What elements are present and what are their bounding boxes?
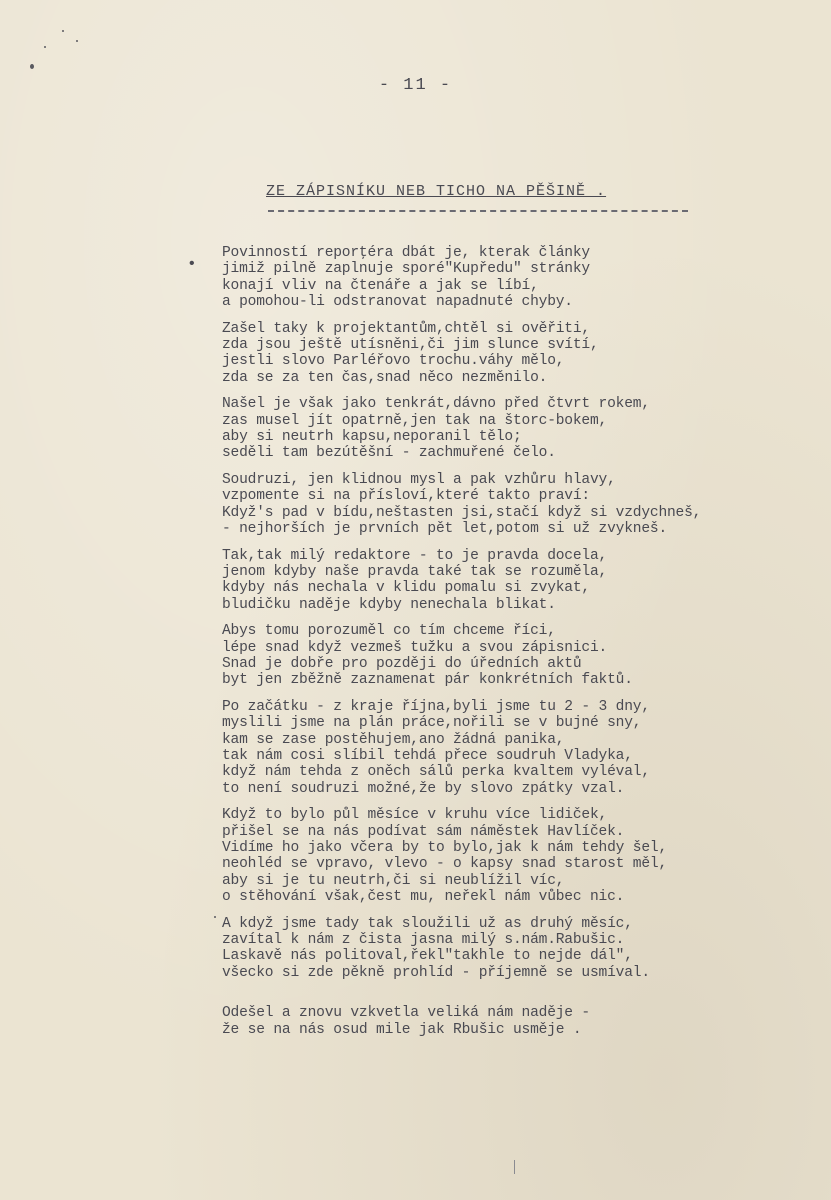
stanza xyxy=(222,807,822,905)
poem-line: neohléd se vpravo, vlevo - o kapsy snad starost měl, xyxy=(222,856,667,873)
poem-line: lépe snad když vezmeš tužku a svou zápisnici. xyxy=(222,639,608,656)
poem-line: Povinností reporţéra dbát je, kterak články xyxy=(222,245,590,261)
poem-line: Našel je však jako tenkrát,dávno před čtvrt rokem, xyxy=(222,396,650,413)
poem-line: bludičku naděje kdyby nenechala blikat. xyxy=(222,596,556,613)
poem-line: konají vliv na čtenáře a jak se líbí, xyxy=(222,277,539,294)
poem-line: přišel se na nás podívat sám náměstek Havlíček. xyxy=(222,823,625,840)
stanza xyxy=(222,321,822,387)
poem-line: - nejhorších je prvních pět let,potom si už zvykneš. xyxy=(222,521,667,538)
margin-mark xyxy=(514,1160,515,1174)
stanza xyxy=(222,1005,822,1038)
poem-line: zda jsou ještě utísněni,či jim slunce svítí, xyxy=(222,337,599,354)
ink-speck xyxy=(44,46,46,48)
poem-line: zda se za ten čas,snad něco nezměnilo. xyxy=(222,369,548,386)
poem-line: Soudruzi, jen klidnou mysl a pak vzhůru hlavy, xyxy=(222,471,616,488)
stanza xyxy=(222,548,822,614)
poem-line: jestli slovo Parléřovo trochu.váhy mělo, xyxy=(222,353,565,370)
stanza xyxy=(222,699,822,797)
poem-line: aby si je tu neutrh,či si neublížil víc, xyxy=(222,872,565,889)
poem-line: myslili jsme na plán práce,nořili se v bujné sny, xyxy=(222,715,642,732)
margin-dot: • xyxy=(187,255,197,273)
ink-speck xyxy=(214,916,216,918)
stanza xyxy=(222,623,822,689)
poem-line: zas musel jít opatrně,jen tak na štorc-bokem, xyxy=(222,412,608,429)
poem-line: a pomohou-li odstranovat napadnuté chyby. xyxy=(222,294,573,311)
poem-line: Laskavě nás politoval,řekl"takhle to nejde dál", xyxy=(222,948,633,965)
document-title: ZE ZÁPISNÍKU NEB TICHO NA PĚŠINĚ . xyxy=(266,183,607,200)
poem-line: kam se zase postěhujem,ano žádná panika, xyxy=(222,731,565,748)
title-underline-rule xyxy=(268,210,688,212)
poem-line: kdyby nás nechala v klidu pomalu si zvykat, xyxy=(222,580,590,597)
poem-line: Abys tomu porozuměl co tím chceme říci, xyxy=(222,623,556,640)
poem-line: A když jsme tady tak sloužili už as druhý měsíc, xyxy=(222,915,633,932)
poem-line: jimiž pilně zaplnuje sporé"Kupředu" stránky xyxy=(222,261,590,278)
poem-line: Když's pad v bídu,neštasten jsi,stačí když si vzdychneš, xyxy=(222,504,702,521)
poem-line: Tak,tak milý redaktore - to je pravda docela, xyxy=(222,547,608,564)
poem-line: Po začátku - z kraje října,byli jsme tu 2 - 3 dny, xyxy=(222,698,650,715)
poem-line: Vidíme ho jako včera by to bylo,jak k nám tehdy šel, xyxy=(222,840,667,856)
poem-line: to není soudruzi možné,že by slovo zpátky vzal. xyxy=(222,780,625,797)
poem-line: všecko si zde pěkně prohlíd - příjemně se usmíval. xyxy=(222,964,650,981)
poem-line: byt jen zběžně zaznamenat pár konkrétních faktů. xyxy=(222,672,633,689)
ink-speck xyxy=(62,30,64,32)
poem-line: Zašel taky k projektantům,chtěl si ověřiti, xyxy=(222,320,590,337)
poem-line: Když to bylo půl měsíce v kruhu více lidiček, xyxy=(222,807,608,824)
poem-line: že se na nás osud mile jak Rbušic usměje . xyxy=(222,1021,582,1038)
poem-line: jenom kdyby naše pravda také tak se rozuměla, xyxy=(222,563,608,580)
stanza xyxy=(222,245,822,311)
poem-line: když nám tehda z oněch sálů perka kvaltem vyléval, xyxy=(222,764,650,781)
poem-body xyxy=(222,245,822,1048)
poem-line: Snad je dobře pro později do úředních aktů xyxy=(222,655,582,672)
stanza xyxy=(222,916,822,982)
ink-speck xyxy=(30,64,34,69)
poem-line: aby si neutrh kapsu,neporanil tělo; xyxy=(222,429,522,446)
poem-line: o stěhování však,čest mu, neřekl nám vůbec nic. xyxy=(222,889,625,906)
poem-line: tak nám cosi slíbil tehdá přece soudruh Vladyka, xyxy=(222,747,633,764)
poem-line: Odešel a znovu vzkvetla veliká nám naděje - xyxy=(222,1005,590,1022)
poem-line: seděli tam bezútěšní - zachmuřené čelo. xyxy=(222,445,556,462)
poem-line: vzpomente si na přísloví,které takto praví: xyxy=(222,488,590,505)
stanza xyxy=(222,472,822,538)
ink-speck xyxy=(76,40,78,42)
stanza xyxy=(222,396,822,462)
page-number: - 11 - xyxy=(378,76,453,95)
poem-line: zavítal k nám z čista jasna milý s.nám.Rabušic. xyxy=(222,932,625,949)
